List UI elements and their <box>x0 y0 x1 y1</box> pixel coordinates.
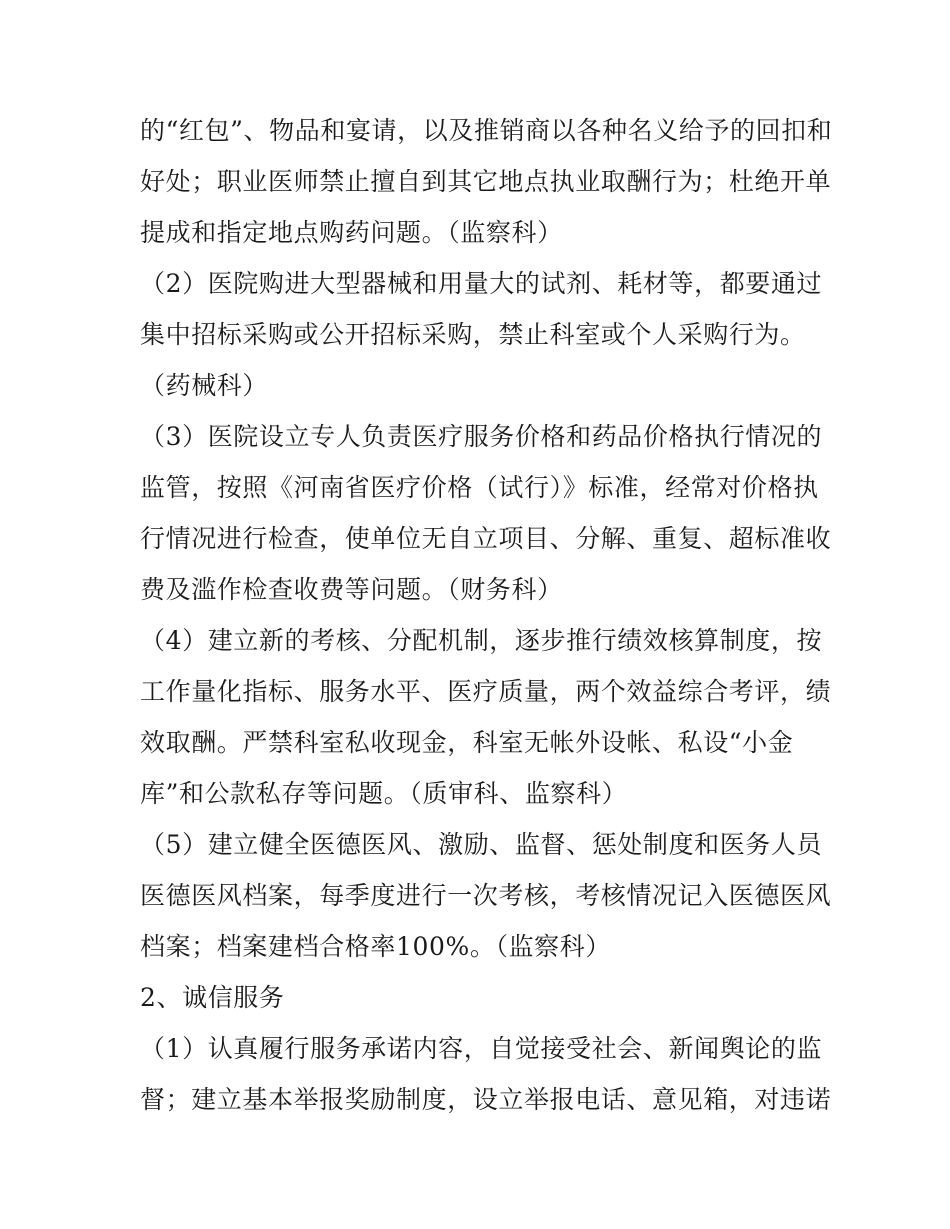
text-line: 费及滥作检查收费等问题。（财务科） <box>140 575 563 604</box>
text-line: 提成和指定地点购药问题。（监察科） <box>140 218 563 247</box>
text-line: 档案；档案建档合格率100%。（监察科） <box>140 932 611 961</box>
text-line: 工作量化指标、服务水平、医疗质量，两个效益综合考评，绩 <box>140 677 832 706</box>
text-line: 库”和公款私存等问题。（质审科、监察科） <box>140 779 628 808</box>
section-heading: 2、诚信服务 <box>140 983 285 1012</box>
text-line: 好处；职业医师禁止擅自到其它地点执业取酬行为；杜绝开单 <box>140 167 832 196</box>
text-line: 效取酬。严禁科室私收现金，科室无帐外设帐、私设“小金 <box>140 728 794 757</box>
text-line: 督；建立基本举报奖励制度，设立举报电话、意见箱，对违诺 <box>140 1085 832 1114</box>
body-text <box>140 105 833 1125</box>
text-line: （3）医院设立专人负责医疗服务价格和药品价格执行情况的 <box>140 422 823 451</box>
text-line: 集中招标采购或公开招标采购，禁止科室或个人采购行为。 <box>140 320 806 349</box>
text-line: （5）建立健全医德医风、激励、监督、惩处制度和医务人员 <box>140 830 823 859</box>
text-line: 医德医风档案，每季度进行一次考核，考核情况记入医德医风 <box>140 881 832 910</box>
text-line: 监管，按照《河南省医疗价格（试行）》标准，经常对价格执 <box>140 473 819 502</box>
text-line: （药械科） <box>140 371 269 400</box>
text-line: （2）医院购进大型器械和用量大的试剂、耗材等，都要通过 <box>140 269 823 298</box>
text-line: 行情况进行检查，使单位无自立项目、分解、重复、超标准收 <box>140 524 832 553</box>
text-line: （4）建立新的考核、分配机制，逐步推行绩效核算制度，按 <box>140 626 823 655</box>
text-line: 的“红包”、物品和宴请，以及推销商以各种名义给予的回扣和 <box>140 116 833 145</box>
text-line: （1）认真履行服务承诺内容，自觉接受社会、新闻舆论的监 <box>140 1034 823 1063</box>
